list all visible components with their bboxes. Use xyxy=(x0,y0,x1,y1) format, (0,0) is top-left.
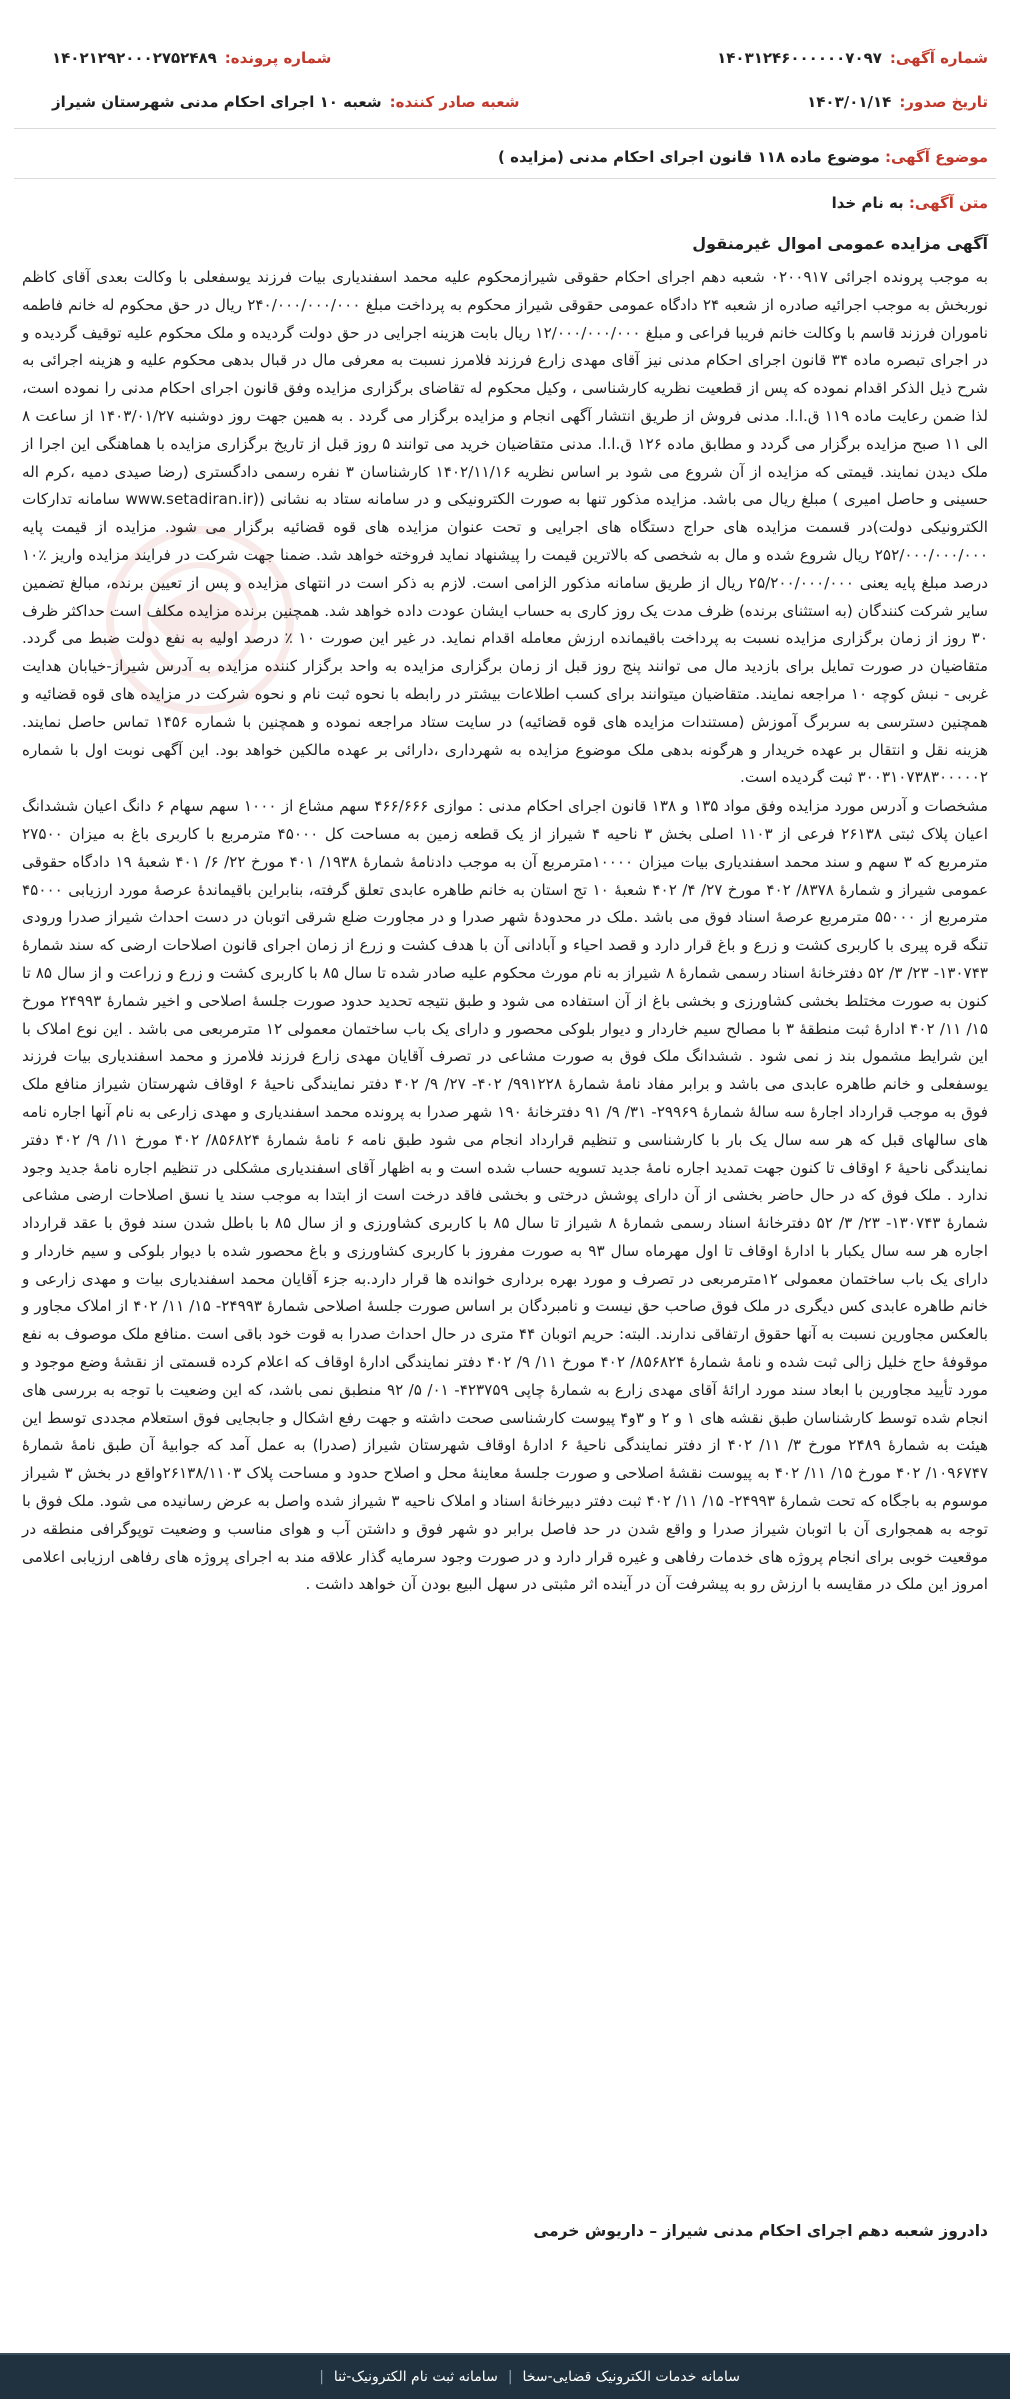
text-label: متن آگهی: xyxy=(908,194,988,212)
notice-signature: دادروز شعبه دهم اجرای احکام مدنی شیراز – داریوش خرمی xyxy=(533,2222,988,2240)
text-row xyxy=(22,194,988,212)
notice-paragraph-property: مشخصات و آدرس مورد مزایده وفق مواد ۱۳۵ و ۱۳۸ قانون اجرای احکام مدنی : موازی ۴۶۶/۶۶۶ سهم مشاع از ۱۰۰۰ سهم سهام ۶ دانگ اعیان ششدانگ اعیان پلاک ثبتی ۲۶۱۳۸ فرعی از ۱۱۰۳ اصلی بخش ۳ ناحیه ۴ شیراز از یک قطعه زمین به مساحت کل ۴۵۰۰۰ مترمربع با کاربری باغ به میزان ۲۷۵۰۰ مترمربع که ۳ سهم و سند محمد اسفندیاری بیات میزان ۱۰۰۰۰مترمربع آن به موجب دادنامهٔ شمارهٔ ۱۹۳۸/ ۴۰۱ مورخ ۲۲/ ۶/ ۴۰۱ شعبهٔ ۱۹ دادگاه حقوقی عمومی شیراز و شمارهٔ ۸۳۷۸/ ۴۰۲ مورخ ۲۷/ ۴/ ۴۰۲ شعبهٔ ۱۰ تج استان به خانم طاهره عابدی تعلق گرفته، بنابراین باقیماندهٔ عرصهٔ مورد ارزیابی ۴۵۰۰۰ مترمربع از ۵۵۰۰۰ مترمربع عرصهٔ اسناد فوق می باشد .ملک در محدودهٔ شهر صدرا و در مجاورت ضلع شرقی اتوبان در دست احداث شیراز صدرا ورودی تنگه قره پیری با کاربری کشت و زرع و باغ قرار دارد و قصد احیاء و آبادانی آن با هدف کشت و زرع از زمان اجرای قانون اصلاحات ارضی که سند شمارهٔ ۱۳۰۷۴۳- ۲۳/ ۳/ ۵۲ دفترخانهٔ اسناد رسمی شمارهٔ ۸ شیراز به نام مورث محکوم علیه صادر شده تا سال ۸۵ با کاربری کشت و زرع و زراعت و از سال ۸۵ تا کنون به صورت مختلط بخشی کشاورزی و بخشی باغ از آن استفاده می شود و طبق نتیجه تحدید حدود صورت جلسهٔ اصلاحی و اخیر شمارهٔ ۲۴۹۹۳ مورخ ۱۵/ ۱۱/ ۴۰۲ ادارهٔ ثبت منطقهٔ ۳ با مصالح سیم خاردار و دیوار بلوکی محصور و دارای یک باب ساختمان معمولی ۱۲ مترمربعی می باشد . این نوع املاک با این شرایط مشمول بند ز نمی شود . ششدانگ ملک فوق به صورت مشاعی در تصرف آقایان مهدی زارع فرزند فلامرز و محمد اسفندیاری بیات فرزند یوسفعلی و خانم طاهره عابدی می باشد و برابر مفاد نامهٔ شمارهٔ ۹۹۱۲۲۸/ ۴۰۲- ۲۷/ ۹/ ۴۰۲ دفتر نمایندگی ناحیهٔ ۶ اوقاف شهرستان شیراز منافع ملک فوق به موجب قرارداد اجارهٔ سه سالهٔ شمارهٔ ۲۹۹۶۹- ۳۱/ ۹/ ۹۱ دفترخانهٔ ۱۹۰ شهر صدرا به پرونده محمد اسفندیاری و مهدی زارعی به نام آنها اجاره نامه های سالهای قبل که هر سه سال یک بار با کارشناسی و تنظیم قرارداد انجام می شود طبق نامه ۶ نامهٔ شمارهٔ ۸۵۶۸۲۴/ ۴۰۲ مورخ ۱۱/ ۹/ ۴۰۲ دفتر نمایندگی ناحیهٔ ۶ اوقاف تا کنون جهت تمدید اجاره نامهٔ جدید تسویه حساب شده است و به اظهار آقای اسفندیاری مشکلی در تنظیم اجاره نامهٔ جدید وجود ندارد . ملک فوق که در حال حاضر بخشی از آن دارای پوشش درختی و بخشی فاقد درخت است از ابتدا به موجب سند یا نسق اصلاحات ارضی مشاعی شمارهٔ ۱۳۰۷۴۳- ۲۳/ ۳/ ۵۲ دفترخانهٔ اسناد رسمی شمارهٔ ۸ شیراز تا سال ۸۵ با کاربری کشاورزی و از سال ۸۵ با باطل شدن سند فوق با عقد قرارداد اجاره هر سه سال یکبار با ادارهٔ اوقاف تا اول مهرماه سال ۹۳ به صورت مفروز با کاربری کشاورزی و باغ محصور شده با دیوار بلوکی و سیم خاردار و دارای یک باب ساختمان معمولی ۱۲مترمربعی در تصرف و مورد بهره برداری خوانده ها قرار دارد.به جزء آقایان محمد اسفندیاری بیات و مهدی زارعی و خانم طاهره عابدی کس دیگری در ملک فوق صاحب حق نیست و نامبردگان بر اساس صورت جلسهٔ اصلاحی شمارهٔ ۲۴۹۹۳- ۱۵/ ۱۱/ ۴۰۲ از املاک مجاور و بالعکس مجاورین نسبت به آنها حقوق ارتفاقی ندارند. البته: حریم اتوبان ۴۴ متری در حال احداث صدرا به قوت خود باقی است .منافع ملک موصوف به نفع موقوفهٔ حاج خلیل زالی ثبت شده و نامهٔ شمارهٔ ۸۵۶۸۲۴/ ۴۰۲ مورخ ۱۱/ ۹/ ۴۰۲ دفتر نمایندگی ادارهٔ اوقاف که اعلام کرده قسمتی از نقشهٔ وضع موجود و مورد تأیید مجاورین با ابعاد سند مورد ارائهٔ آقای مهدی زارع به شمارهٔ چاپی ۴۲۳۷۵۹- ۰۱/ ۵/ ۹۲ منطبق نمی باشد، که این وضعیت با توجه به بررسی های انجام شده توسط کارشناسان طبق نقشه های ۱ و ۲ و ۳و۴ پیوست کارشناسی صحت داشته و جهت رفع اشکال و جابجایی فوق استعلام مجددی توسط این هیئت به شمارهٔ ۲۴۸۹ مورخ ۳/ ۱۱/ ۴۰۲ از دفتر نمایندگی ناحیهٔ ۶ ادارهٔ اوقاف شهرستان شیراز (صدرا) به عمل آمد که جوابیهٔ آن طبق نامهٔ شمارهٔ ۱۰۹۶۷۴۷/ ۴۰۲ مورخ ۱۵/ ۱۱/ ۴۰۲ به پیوست نقشهٔ اصلاحی و صورت جلسهٔ معاینهٔ محل و اصلاح حدود و مساحت پلاک ۲۶۱۳۸/۱۱۰۳واقع در بخش ۳ شیراز موسوم به باجگاه که تحت شمارهٔ ۲۴۹۹۳- ۱۵/ ۱۱/ ۴۰۲ ثبت دفتر دبیرخانهٔ اسناد و املاک ناحیه ۳ شیراز شده واصل به عرض رسانیده می شود. ملک فوق با توجه به همجواری آن با اتوبان شیراز صدرا و واقع شدن در حد فاصل برابر دو شهر فوق و داشتن آب و هوای مناسب و وضعیت توپوگرافی منطقه در موقعیت خوبی برای انجام پروژه های خدمات رفاهی و غیره قرار دارد و در صورت وجود سرمایه گذار علاقه مند به اجرای پروژه های رفاهی ارزیابی اعلامی امروز این ملک در مقایسه با ارزش رو به پیشرفت آن در آینده اثر مثبتی در سهل البیع بودن آن خواهد داشت . xyxy=(22,797,989,1594)
subject-row xyxy=(22,148,988,166)
meta-row-1 xyxy=(22,36,988,80)
subject-value: موضوع ماده ۱۱۸ قانون اجرای احکام مدنی (مزایده ) xyxy=(498,148,880,166)
issuing-branch-value: شعبه ۱۰ اجرای احکام مدنی شهرستان شیراز xyxy=(52,93,382,111)
footer-separator: | xyxy=(507,2369,513,2385)
notice-paragraph-auction: به موجب پرونده اجرائی ۰۲۰۰۹۱۷ شعبه دهم اجرای احکام حقوقی شیرازمحکوم علیه محمد اسفندیاری بیات فرزند یوسفعلی با وکالت بعدی آقای کاظم نوربخش به موجب اجرائیه صادره از شعبه ۲۴ دادگاه عمومی حقوقی شیراز محکوم به پرداخت مبلغ ۲۴۰/۰۰۰/۰۰۰/۰۰۰ ریال در حق محکوم له خانم فاطمه ناموران فرزند قاسم با وکالت خانم فریبا فراعی و مبلغ ۱۲/۰۰۰/۰۰۰/۰۰۰ ریال بابت هزینه اجرایی در حق دولت گردیده و ملک محکوم علیه توقیف گردیده و در اجرای تبصره ماده ۳۴ قانون اجرای احکام مدنی نیز آقای مهدی زارع فرزند فلامرز نسبت به معرفی مال در قبال بدهی محکوم علیه و هزینه اجرائی به شرح ذیل الذکر اقدام نموده که پس از قطعیت نظریه کارشناسی ، وکیل محکوم له تقاضای برگزاری مزایده وفق قانون اجرای احکام مدنی را نموده است، لذا ضمن رعایت ماده ۱۱۹ ق.ا.ا. مدنی فروش از طریق انتشار آگهی انجام و مزایده برگزار می گردد . به همین جهت روز دوشنبه ۱۴۰۳/۰۱/۲۷ از ساعت ۸ الی ۱۱ صبح مزایده برگزار می گردد و مطابق ماده ۱۲۶ ق.ا.ا. مدنی متقاضیان خرید می توانند ۵ روز قبل از تاریخ برگزاری مزایده با هماهنگی این اجرا از ملک دیدن نمایند. قیمتی که مزایده از آن شروع می شود بر اساس نظریه ۱۴۰۲/۱۱/۱۶ کارشناسان ۳ نفره رسمی دادگستری (رضا صیدی دمیه ،کرم اله حسینی و حاصل امیری ) مبلغ ریال می باشد. مزایده مذکور تنها به صورت الکترونیکی و در سامانه ستاد به نشانی ((www.setadiran.ir سامانه تدارکات الکترونیکی دولت)در قسمت مزایده های حراج دستگاه های اجرایی و تحت عنوان مزایده های قوه قضائیه برگزار می شود. مزایده از قیمت پایه ۲۵۲/۰۰۰/۰۰۰/۰۰۰ ریال شروع شده و مال به شخصی که بالاترین قیمت را پیشنهاد نماید فروخته خواهد شد. ضمنا جهت شرکت در فرایند مزایده واریز ٪۱۰ درصد مبلغ پایه یعنی ۲۵/۲۰۰/۰۰۰/۰۰۰ ریال از طریق سامانه مذکور الزامی است. لازم به ذکر است در انتهای مزایده و پس از تعیین برنده، مبالغ تضمین سایر شرکت کنندگان (به استثنای برنده) ظرف مدت یک روز کاری به حساب ایشان عودت داده خواهد شد. همچنین برنده مزایده مکلف است حداکثر ظرف ۳۰ روز از زمان برگزاری مزایده نسبت به پرداخت باقیمانده ارزش معامله اقدام نماید. در غیر این صورت ۱۰ ٪ درصد اولیه به نفع دولت ضبط می گردد. متقاضیان در صورت تمایل برای بازدید مال می توانند پنج روز قبل از زمان برگزاری مزایده به واحد برگزار کننده مزایده به آدرس شیراز-خیابان هدایت غربی - نبش کوچه ۱۰ مراجعه نمایند. متقاضیان میتوانند برای کسب اطلاعات بیشتر در رابطه با نحوه ثبت نام و نحوه شرکت در مزایده های قوه قضائیه و همچنین دسترسی به سربرگ آموزش (مستندات مزایده های قوه قضائیه) در سایت ستاد مراجعه نموده و همچنین با شماره ۱۴۵۶ تماس حاصل نمایند. هزینه نقل و انتقال بر عهده خریدار و هرگونه بدهی ملک موضوع مزایده به شهرداری ،دارائی بر عهده مالکین خواهد بود. این آگهی نوبت اول با شماره ۳۰۰۳۱۰۷۳۸۳۰۰۰۰۰۲ ثبت گردیده است. xyxy=(22,268,989,787)
divider-middle xyxy=(14,178,996,179)
notice-number-value: ۱۴۰۳۱۲۴۶۰۰۰۰۰۰۷۰۹۷ xyxy=(717,49,882,67)
case-number-value: ۱۴۰۲۱۲۹۲۰۰۰۲۷۵۲۴۸۹ xyxy=(52,49,217,67)
notice-body xyxy=(22,264,988,1599)
page-footer xyxy=(0,2353,1010,2399)
notice-metadata xyxy=(22,36,988,124)
case-number-label: شماره پرونده: xyxy=(224,49,332,67)
subject-label: موضوع آگهی: xyxy=(884,148,988,166)
footer-separator-end: | xyxy=(319,2369,324,2385)
issue-date-cell xyxy=(807,87,988,117)
meta-row-2 xyxy=(22,80,988,124)
issuing-branch-label: شعبه صادر کننده: xyxy=(389,93,520,111)
notice-heading: آگهی مزایده عمومی اموال غیرمنقول xyxy=(692,234,988,253)
footer-link-sana[interactable]: سامانه ثبت نام الکترونیک-ثنا xyxy=(333,2369,498,2385)
case-number-cell xyxy=(52,43,331,73)
issuing-branch-cell xyxy=(52,87,519,117)
text-opening: به نام خدا xyxy=(831,194,904,212)
notice-number-cell xyxy=(717,43,988,73)
issue-date-value: ۱۴۰۳/۰۱/۱۴ xyxy=(807,93,892,111)
issue-date-label: تاریخ صدور: xyxy=(899,93,988,111)
divider-top xyxy=(14,128,996,129)
notice-number-label: شماره آگهی: xyxy=(889,49,988,67)
footer-link-sakha[interactable]: سامانه خدمات الکترونیک قضایی-سخا xyxy=(522,2369,740,2385)
